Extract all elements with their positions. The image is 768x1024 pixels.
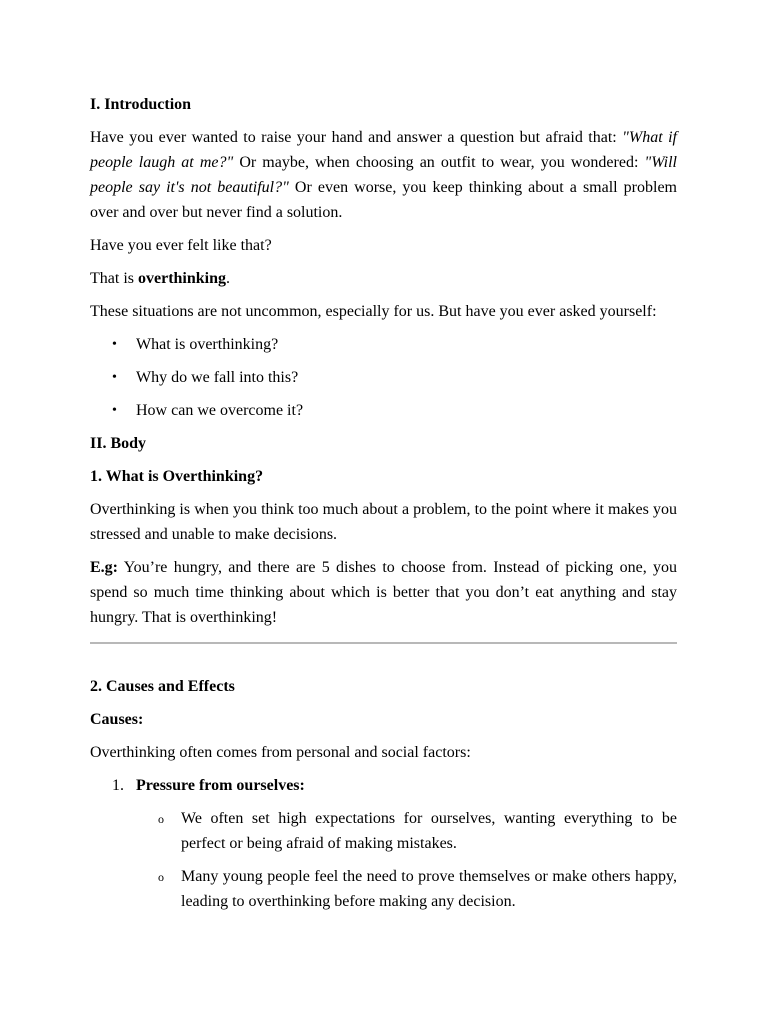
example-label: E.g: [90,559,118,576]
intro-text-a: Have you ever wanted to raise your hand and answer a question but afraid that: [90,129,623,146]
question-list-item: • What is overthinking? [90,332,677,357]
cause-number: 1. [112,777,124,794]
document-content [90,92,677,922]
body-heading: II. Body [90,435,147,452]
intro-situations-paragraph: These situations are not uncommon, especially for us. But have you ever asked yourself: [90,303,657,320]
intro-definition-paragraph [90,266,677,291]
cause-points [136,806,677,914]
section-2-heading: 2. Causes and Effects [90,678,235,695]
cause-point: o We often set high expectations for ourselves, wanting everything to be perfect or being afraid of making mistakes. [136,806,677,856]
intro-quote-1: "What if people laugh at me?" [90,129,677,171]
intro-quote-2: "Will people say it's not beautiful?" [90,154,677,196]
question-list-item: • How can we overcome it? [90,398,677,423]
cause-title: Pressure from ourselves: [136,777,305,794]
cause-point: o Many young people feel the need to prove themselves or make others happy, leading to overthinking before making any decision. [136,864,677,914]
causes-label: Causes: [90,711,144,728]
intro-heading: I. Introduction [90,96,192,113]
intro-text-c: Or even worse, you keep thinking about a small problem over and over but never find a solution. [90,179,678,221]
definition-text-a: That is [90,270,138,287]
causes-list [90,773,677,914]
cause-list-item [90,773,677,914]
example-paragraph [90,555,677,630]
intro-text-b: Or maybe, when choosing an outfit to wear, you wondered: [233,154,645,171]
intro-question-paragraph: Have you ever felt like that? [90,237,272,254]
question-list [90,332,677,423]
question-list-item: • Why do we fall into this? [90,365,677,390]
causes-intro-paragraph: Overthinking often comes from personal and social factors: [90,744,471,761]
section-1-paragraph: Overthinking is when you think too much about a problem, to the point where it makes you stressed and unable to make decisions. [90,501,677,543]
definition-text-c: . [226,270,231,287]
section-1-heading: 1. What is Overthinking? [90,468,264,485]
example-text: You’re hungry, and there are 5 dishes to choose from. Instead of picking one, you spend so much time thinking about which is better that you don’t eat anything and stay hungry. That is overthinking! [90,559,677,626]
intro-paragraph [90,125,677,225]
definition-term: overthinking [138,270,227,287]
